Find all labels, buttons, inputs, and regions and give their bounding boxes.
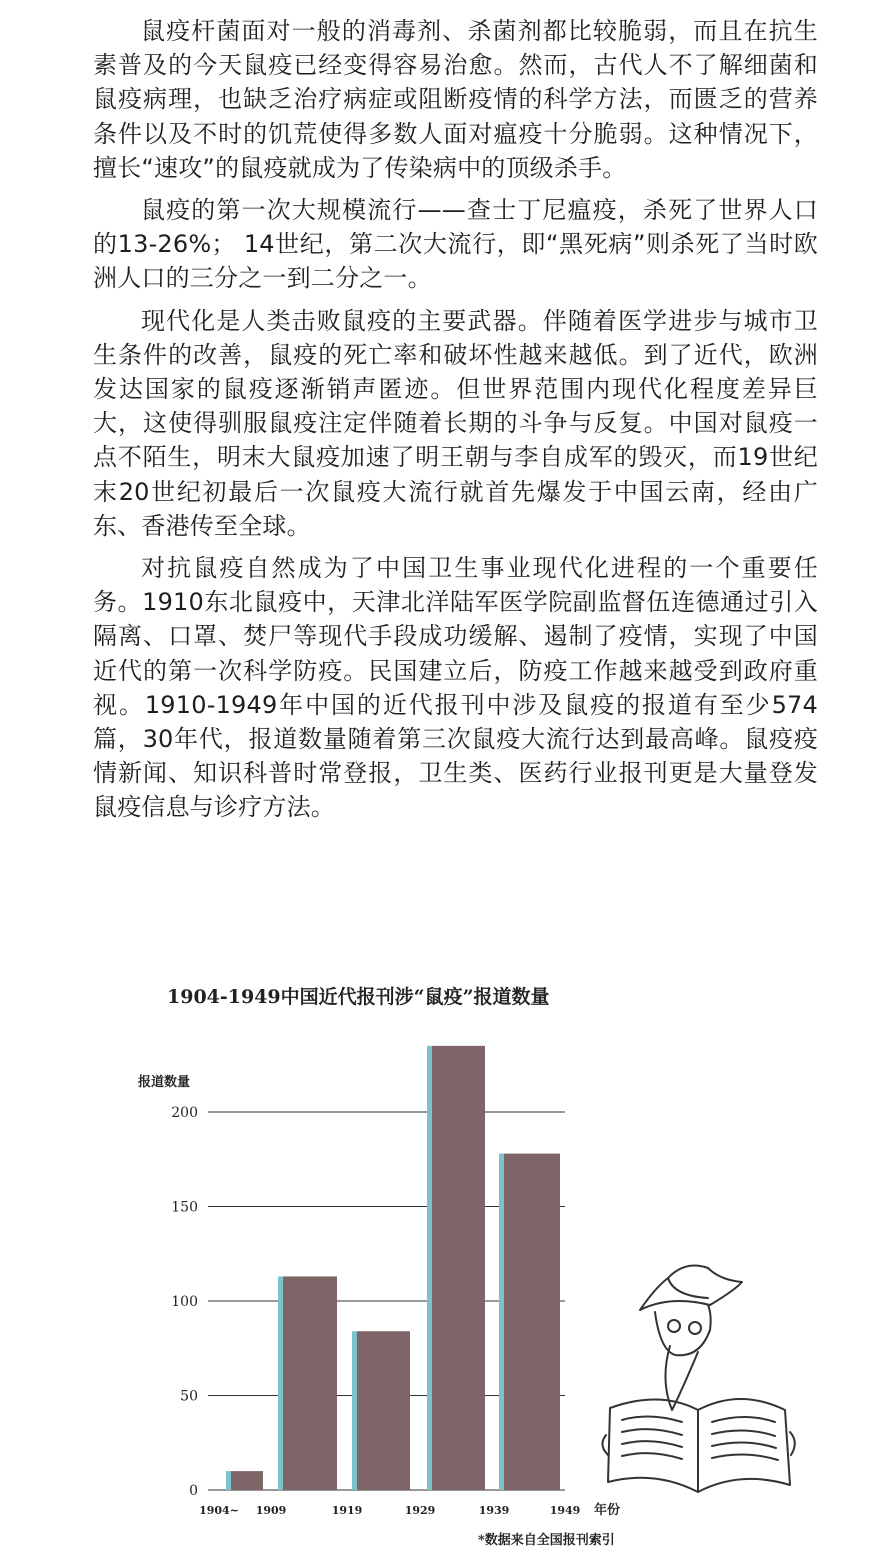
paragraph: 现代化是人类击败鼠疫的主要武器。伴随着医学进步与城市卫生条件的改善，鼠疫的死亡率和破坏性越来越低。到了近代，欧洲发达国家的鼠疫逐渐销声匿迹。但世界范围内现代化程度差异巨大，这使得驯服鼠疫注定伴随着长期的斗争与反复。中国对鼠疫一点不陌生，明末大鼠疫加速了明王朝与李自成军的毁灭，而19世纪末20世纪初最后一次鼠疫大流行就首先爆发于中国云南，经由广东、香港传至全球。	[93, 306, 818, 540]
y-axis-label: 报道数量	[138, 1075, 191, 1090]
y-tick-label: 100	[171, 1294, 198, 1310]
bar-edge	[499, 1154, 504, 1490]
bar-body	[432, 1046, 485, 1490]
bar	[278, 1276, 337, 1490]
plague-doctor-illustration	[600, 1260, 800, 1520]
x-tick-label: 1909	[255, 1504, 287, 1517]
bar	[352, 1331, 410, 1490]
chart-footnote: *数据来自全国报刊索引	[478, 1533, 615, 1548]
bar-edge	[352, 1331, 357, 1490]
bar-edge	[278, 1276, 283, 1490]
paragraph: 鼠疫的第一次大规模流行——查士丁尼瘟疫，杀死了世界人口的13-26%； 14世纪，第二次大流行，即“黑死病”则杀死了当时欧洲人口的三分之一到二分之一。	[93, 196, 818, 293]
bar-body	[357, 1331, 410, 1490]
bar-body	[283, 1276, 337, 1490]
x-tick-label: 1904~	[199, 1504, 239, 1517]
bar	[226, 1471, 263, 1490]
x-tick-label: 1919	[331, 1504, 363, 1517]
y-tick-label: 200	[171, 1105, 198, 1121]
bar-body	[231, 1471, 263, 1490]
x-tick-label: 1949	[549, 1504, 581, 1517]
paragraph: 对抗鼠疫自然成为了中国卫生事业现代化进程的一个重要任务。1910东北鼠疫中，天津北洋陆军医学院副监督伍连德通过引入隔离、口罩、焚尸等现代手段成功缓解、遏制了疫情，实现了中国近代的第一次科学防疫。民国建立后，防疫工作越来越受到政府重视。1910-1949年中国的近代报刊中涉及鼠疫的报道有至少574篇，30年代，报道数量随着第三次鼠疫大流行达到最高峰。鼠疫疫情新闻、知识科普时常登报，卫生类、医药行业报刊更是大量登发鼠疫信息与诊疗方法。	[93, 554, 818, 822]
chart-title: 1904-1949中国近代报刊涉“鼠疫”报道数量	[167, 986, 550, 1008]
article-body	[93, 14, 818, 833]
y-tick-label: 150	[171, 1199, 198, 1216]
bar-body	[504, 1154, 560, 1490]
bar	[499, 1154, 560, 1490]
paragraph: 鼠疫杆菌面对一般的消毒剂、杀菌剂都比较脆弱，而且在抗生素普及的今天鼠疫已经变得容易治愈。然而，古代人不了解细菌和鼠疫病理，也缺乏治疗病症或阻断疫情的科学方法，而匮乏的营养条件以及不时的饥荒使得多数人面对瘟疫十分脆弱。这种情况下，擅长“速攻”的鼠疫就成为了传染病中的顶级杀手。	[93, 17, 818, 182]
bar-edge	[427, 1046, 432, 1490]
y-tick-label: 50	[180, 1388, 198, 1405]
x-tick-label: 1939	[478, 1504, 510, 1517]
bar-edge	[226, 1471, 231, 1490]
x-axis-label: 年份	[594, 1503, 621, 1518]
bar	[427, 1046, 485, 1490]
y-tick-label: 0	[189, 1483, 198, 1499]
x-tick-label: 1929	[404, 1504, 436, 1517]
